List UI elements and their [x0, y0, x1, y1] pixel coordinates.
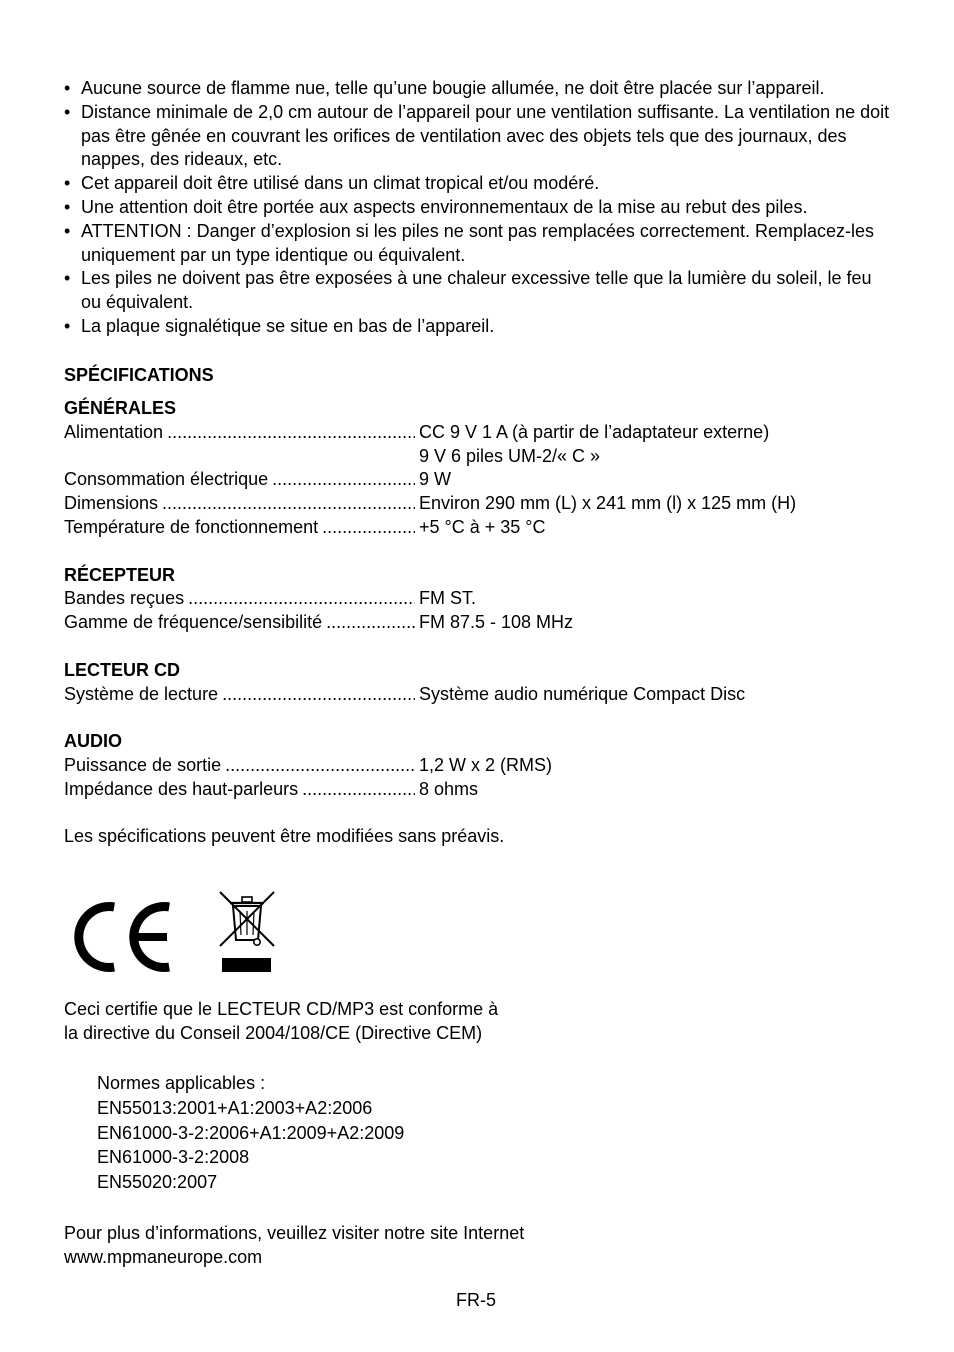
spec-label-cell	[64, 778, 415, 802]
spec-value: CC 9 V 1 A (à partir de l’adaptateur externe)	[419, 421, 770, 442]
more-info	[64, 1221, 524, 1269]
spec-row-gamme	[64, 611, 884, 635]
spec-row-consommation	[64, 468, 884, 492]
spec-label-cell	[64, 468, 415, 492]
dot-leader	[188, 587, 415, 611]
spec-label: Puissance de sortie	[64, 754, 222, 775]
spec-value: 1,2 W x 2 (RMS)	[419, 754, 553, 775]
dot-leader	[322, 516, 415, 540]
spec-value: FM 87.5 - 108 MHz	[419, 612, 574, 633]
bullet-text: Aucune source de flamme nue, telle qu’une bougie allumée, ne doit être placée sur l’appareil.	[81, 78, 825, 98]
spec-label: Système de lecture	[64, 683, 219, 704]
spec-label-cell-empty	[64, 445, 415, 469]
standard-item: EN61000-3-2:2008	[97, 1147, 250, 1168]
specifications-section	[64, 364, 884, 849]
bullet-text: Cet appareil doit être utilisé dans un climat tropical et/ou modéré.	[81, 173, 600, 194]
weee-crossed-bin-icon	[217, 889, 277, 977]
spec-label-cell	[64, 587, 415, 611]
section-heading-lecteur-cd: LECTEUR CD	[64, 659, 180, 680]
spec-row-temperature	[64, 516, 884, 540]
spec-row-alimentation	[64, 421, 884, 445]
certification-statement	[64, 997, 498, 1045]
spec-value: 9 W	[419, 469, 452, 490]
dot-leader	[272, 468, 415, 492]
spec-label-cell	[64, 611, 415, 635]
safety-bullet-list	[64, 77, 896, 339]
page-number: FR-5	[456, 1290, 496, 1310]
spec-value: 8 ohms	[419, 778, 479, 799]
bullet-item	[64, 315, 896, 339]
standard-item: EN55013:2001+A1:2003+A2:2006	[97, 1097, 373, 1118]
specifications-title: SPÉCIFICATIONS	[64, 365, 214, 385]
bullet-text: Une attention doit être portée aux aspects environnementaux de la mise au rebut des piles.	[81, 196, 808, 217]
more-info-text: Pour plus d’informations, veuillez visiter notre site Internet	[64, 1223, 525, 1243]
spec-value: Système audio numérique Compact Disc	[419, 683, 746, 704]
spec-row-bandes	[64, 587, 884, 611]
section-heading-recepteur: RÉCEPTEUR	[64, 564, 176, 585]
bullet-marker	[64, 77, 70, 101]
bullet-marker	[64, 220, 70, 244]
spec-label-cell	[64, 421, 415, 445]
spec-row-systeme-lecture	[64, 683, 884, 707]
section-heading-generales: GÉNÉRALES	[64, 397, 177, 418]
spec-label-cell	[64, 683, 415, 707]
spec-value: +5 °C à + 35 °C	[419, 516, 546, 537]
dot-leader	[326, 611, 415, 635]
bullet-item	[64, 196, 896, 220]
spec-row-alimentation-continued	[64, 445, 884, 469]
spec-value: FM ST.	[419, 588, 476, 609]
bullet-text: ATTENTION : Danger d’explosion si les piles ne sont pas remplacées correctement. Remplacez-les uniquement par un type identique ou équivalent.	[81, 220, 874, 265]
standards-heading: Normes applicables :	[97, 1073, 266, 1093]
website-url: www.mpmaneurope.com	[64, 1247, 263, 1267]
dot-leader	[225, 754, 415, 778]
spec-label: Gamme de fréquence/sensibilité	[64, 612, 323, 633]
standard-item: EN61000-3-2:2006+A1:2009+A2:2009	[97, 1122, 405, 1143]
spec-label: Bandes reçues	[64, 588, 185, 609]
spec-label-cell	[64, 516, 415, 540]
bullet-marker	[64, 196, 70, 220]
spec-label: Dimensions	[64, 493, 159, 514]
dot-leader	[302, 778, 415, 802]
spec-value: 9 V 6 piles UM-2/« C »	[419, 445, 601, 466]
bullet-marker	[64, 267, 70, 291]
spec-label-cell	[64, 492, 415, 516]
certification-line: la directive du Conseil 2004/108/CE (Directive CEM)	[64, 1023, 483, 1043]
ce-mark-icon	[66, 898, 176, 976]
bullet-item	[64, 101, 896, 172]
spec-value: Environ 290 mm (L) x 241 mm (l) x 125 mm (H)	[419, 493, 797, 514]
spec-row-dimensions	[64, 492, 884, 516]
specifications-note: Les spécifications peuvent être modifiées sans préavis.	[64, 826, 505, 847]
spec-row-impedance	[64, 778, 884, 802]
bullet-text: La plaque signalétique se situe en bas de l’appareil.	[81, 315, 495, 336]
spec-row-puissance	[64, 754, 884, 778]
bullet-marker	[64, 101, 70, 125]
spec-label-cell	[64, 754, 415, 778]
bullet-item	[64, 77, 896, 101]
bullet-item	[64, 220, 896, 268]
spec-label: Alimentation	[64, 421, 164, 442]
bullet-item	[64, 172, 896, 196]
bullet-marker	[64, 172, 70, 196]
dot-leader	[167, 421, 415, 445]
applicable-standards	[97, 1071, 404, 1195]
certification-line: Ceci certifie que le LECTEUR CD/MP3 est conforme à	[64, 999, 499, 1019]
spec-label: Température de fonctionnement	[64, 516, 319, 537]
dot-leader	[222, 683, 415, 707]
bullet-marker	[64, 315, 70, 339]
standard-item: EN55020:2007	[97, 1172, 218, 1193]
dot-leader	[162, 492, 415, 516]
bullet-text: Les piles ne doivent pas être exposées à une chaleur excessive telle que la lumière du soleil, le feu ou équivalent.	[81, 268, 872, 313]
spec-label: Impédance des haut-parleurs	[64, 778, 299, 799]
bullet-item	[64, 267, 896, 315]
section-heading-audio: AUDIO	[64, 731, 122, 752]
spec-label: Consommation électrique	[64, 469, 269, 490]
bullet-text: Distance minimale de 2,0 cm autour de l’appareil pour une ventilation suffisante. La ventilation ne doit pas être gênée en couvrant les orifices de ventilation avec des objets tels que des journaux, des nappes, des rideaux, etc.	[81, 101, 890, 170]
